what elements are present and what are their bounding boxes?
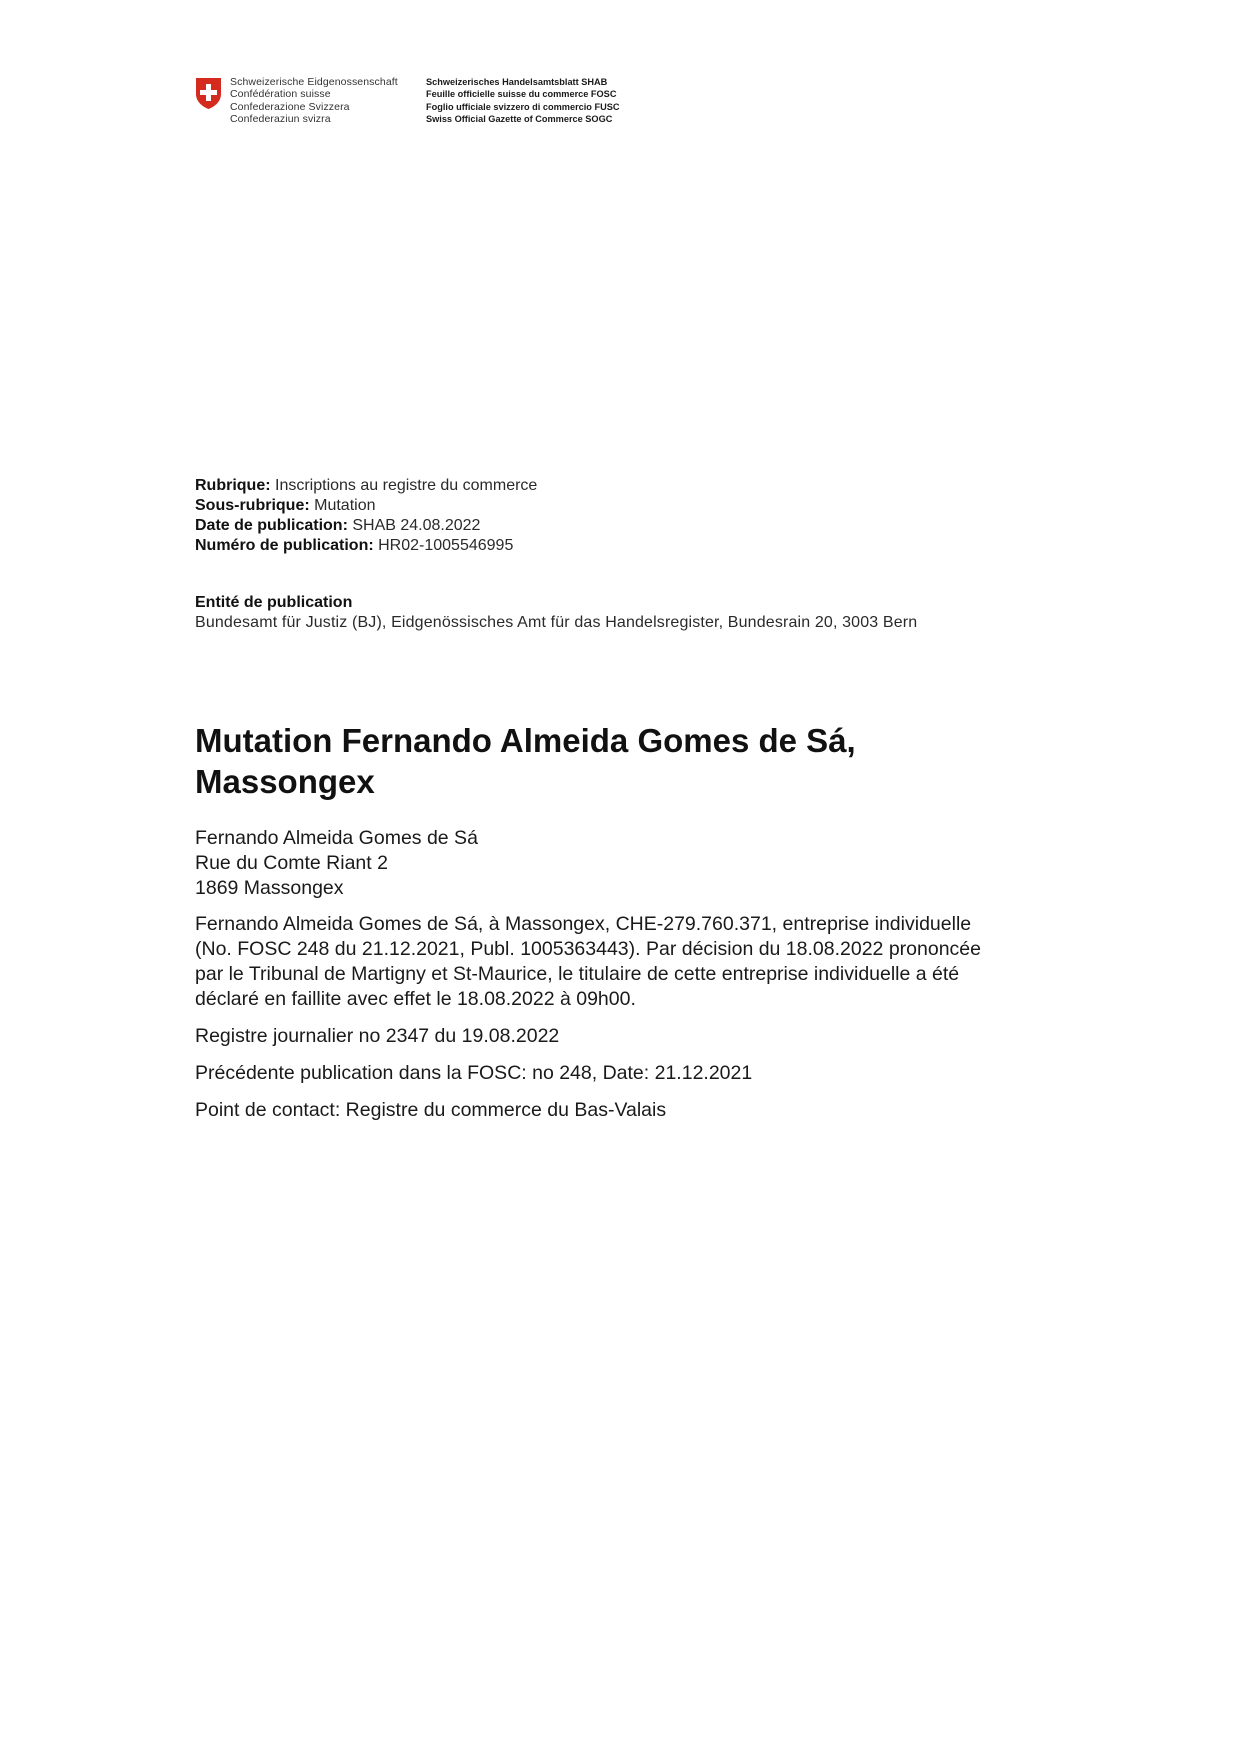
publishing-entity — [195, 593, 917, 633]
gazette-name-fr: Feuille officielle suisse du commerce FOSC — [426, 89, 617, 100]
numero-row — [195, 536, 537, 556]
gazette-names — [426, 76, 620, 126]
confederation-names — [230, 76, 426, 126]
main-paragraph-line: Fernando Almeida Gomes de Sá, à Massongex, CHE-279.760.371, entreprise individuelle — [195, 913, 972, 935]
precedente-paragraph: Précédente publication dans la FOSC: no 248, Date: 21.12.2021 — [195, 1062, 753, 1084]
publication-body — [195, 826, 1055, 1135]
sous-rubrique-row — [195, 496, 537, 516]
main-paragraph-line: par le Tribunal de Martigny et St-Maurice, le titulaire de cette entreprise individuelle a été — [195, 963, 960, 985]
address-street: Rue du Comte Riant 2 — [195, 852, 388, 874]
date-row — [195, 516, 537, 536]
sous-rubrique-value: Mutation — [314, 497, 376, 514]
numero-label: Numéro de publication: — [195, 537, 374, 554]
entity-label: Entité de publication — [195, 594, 353, 611]
main-paragraph-line: (No. FOSC 248 du 21.12.2021, Publ. 1005363443). Par décision du 18.08.2022 prononcée — [195, 938, 981, 960]
rubrique-row — [195, 476, 537, 496]
address-block — [195, 826, 1055, 901]
letterhead — [195, 76, 620, 126]
gazette-name-it: Foglio ufficiale svizzero di commercio FUSC — [426, 101, 620, 112]
confederation-name-de: Schweizerische Eidgenossenschaft — [230, 76, 398, 88]
rubrique-value: Inscriptions au registre du commerce — [275, 477, 538, 494]
publication-meta — [195, 476, 537, 556]
swiss-coat-of-arms-icon — [195, 77, 222, 110]
page-title — [195, 720, 1095, 802]
entity-text: Bundesamt für Justiz (BJ), Eidgenössisches Amt für das Handelsregister, Bundesrain 20, 3003 Bern — [195, 614, 918, 631]
address-city: 1869 Massongex — [195, 877, 344, 899]
sous-rubrique-label: Sous-rubrique: — [195, 497, 310, 514]
date-label: Date de publication: — [195, 517, 348, 534]
gazette-name-de: Schweizerisches Handelsamtsblatt SHAB — [426, 77, 608, 87]
date-value: SHAB 24.08.2022 — [352, 517, 481, 534]
address-name: Fernando Almeida Gomes de Sá — [195, 827, 478, 849]
confederation-name-fr: Confédération suisse — [230, 88, 331, 101]
confederation-name-rm: Confederaziun svizra — [230, 113, 331, 126]
gazette-name-en: Swiss Official Gazette of Commerce SOGC — [426, 114, 613, 125]
main-paragraph — [195, 912, 1055, 1012]
contact-paragraph: Point de contact: Registre du commerce du Bas-Valais — [195, 1099, 667, 1121]
confederation-name-it: Confederazione Svizzera — [230, 100, 350, 113]
registre-paragraph: Registre journalier no 2347 du 19.08.2022 — [195, 1025, 560, 1047]
main-paragraph-line: déclaré en faillite avec effet le 18.08.2022 à 09h00. — [195, 988, 636, 1010]
title-line-2: Massongex — [195, 763, 375, 800]
title-line-1: Mutation Fernando Almeida Gomes de Sá, — [195, 722, 856, 759]
rubrique-label: Rubrique: — [195, 477, 271, 494]
numero-value: HR02-1005546995 — [378, 537, 514, 554]
